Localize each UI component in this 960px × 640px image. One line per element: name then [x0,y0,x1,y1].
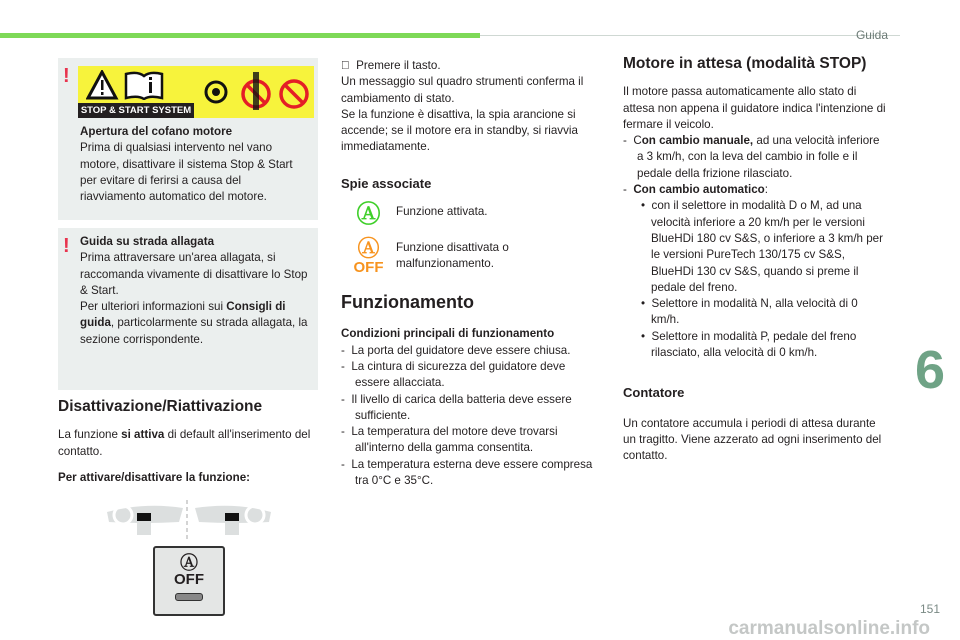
funzionamento-heading: Funzionamento [341,292,474,313]
watermark: carmanualsonline.info [728,618,930,639]
counter-heading: Contatore [623,385,685,401]
header-divider [480,35,900,36]
condition-item: Il livello di carica della batteria deve essere sufficiente. [351,392,572,422]
no-touch-belt-icons [204,70,312,114]
condition-item: La temperatura del motore deve trovarsi all'interno della gamma consentita. [351,425,558,455]
off-indicator-label: OFF [353,259,384,277]
auto-gearbox-label: Con cambio automatico [633,183,765,197]
warning2-text1: Prima attraversare un'area allagata, si raccomanda vivamente di disattivare lo Stop & Start. [80,251,308,297]
warning-box-flooded [58,228,318,390]
disattivazione-heading: Disattivazione/Riattivazione [58,398,263,415]
off-label: OFF [174,571,204,588]
warning1-title: Apertura del cofano motore [80,125,233,138]
section-title: Guida [855,28,888,42]
spia-on-row [341,202,603,228]
spie-heading: Spie associate [341,175,432,191]
warning-box-hood [58,58,318,220]
auto-active-indicator-icon: Ⓐ [356,201,381,229]
spia-on-text: Funzione attivata. [396,205,488,219]
auto-bullet: Selettore in modalità N, alla velocità di 0 km/h. [651,297,858,327]
disatt-text: La funzione [58,428,122,442]
warning1-text: Prima di qualsiasi intervento nel vano motore, disattivare il sistema Stop & Start per evitare di ferirsi a causa del riavviamento automatico del motore. [80,141,293,204]
condition-item: La cintura di sicurezza del guidatore deve essere allacciata. [351,359,566,390]
header-accent-bar [0,33,480,38]
press-button-text: Premere il tasto. [347,59,432,72]
disatt-text2: di default all'inserimento del contatto. [58,428,311,458]
condition-item: La porta del guidatore deve essere chiusa. [351,343,571,357]
stop-start-banner: STOP & START SYSTEM [78,103,194,118]
warning-manual-icon [86,70,166,100]
auto-bullet: con il selettore in modalità D o M, ad una velocità inferiore a 20 km/h per le versioni BlueHDi 180 cv S&S, o inferiore a 3 km/h per le versioni PureTech 130/175 cv S&S, BlueHDi 130 cv S&S, quando si preme il pedale del freno. [651,199,883,294]
page-number: 151 [919,602,940,616]
auto-bullet: Selettore in modalità P, pedale del freno rilasciato, alla velocità di 0 km/h. [651,329,857,360]
warning-icon: ! [63,235,70,257]
conditions-title: Condizioni principali di funzionamento [341,327,555,341]
manual-gearbox-text: ad una velocità inferiore a 3 km/h, con la leva del cambio in folle e il pedale della frizione rilasciato. [637,134,880,180]
condition-item: La temperatura esterna deve essere compresa tra 0°C e 35°C. [351,457,593,488]
stop-mode-heading: Motore in attesa (modalità STOP) [623,55,867,72]
warning2-title: Guida su strada allagata [80,235,215,248]
warning2-text2: Per ulteriori informazioni sui [80,300,227,314]
disatt-bold: si attiva [121,428,165,442]
warning-icon: ! [63,65,70,87]
stop-start-pictogram [78,66,314,118]
manual-gearbox-label: on cambio manuale, [641,134,754,148]
warning2-text3: , particolarmente su strada allagata, la sezione corrispondente. [80,316,308,346]
auto-stop-icon: Ⓐ [180,553,198,573]
manual-prefix: C [633,134,642,148]
arrow-bullet-icon [341,59,350,72]
driving-tips-link[interactable]: Consigli di guida [80,300,286,330]
button-led [175,593,203,601]
auto-off-indicator-icon: Ⓐ OFF [341,238,396,276]
counter-text: Un contatore accumula i periodi di attesa durante un tragitto. Viene azzerato ad ogni inserimento del contatto. [623,416,882,463]
disatt-instruction: Per attivare/disattivare la funzione: [58,470,251,484]
dashboard-illustration [105,500,275,542]
stop-start-off-button[interactable] [153,546,225,616]
spia-off-row [341,238,603,276]
status-message-text: Un messaggio sul quadro strumenti conferma il cambiamento di stato. [341,75,584,105]
disabled-info-text: Se la funzione è disattiva, la spia arancione si accende; se il motore era in standby, si riavvia immediatamente. [341,107,578,154]
chapter-tab: 6 [900,330,960,410]
stop-mode-text: Il motore passa automaticamente allo stato di attesa non appena il guidatore indica l'intenzione di fermare il veicolo. [623,85,886,131]
middle-column: Premere il tasto. Un messaggio sul quadro strumenti conferma il cambiamento di stato. Se la funzione è disattiva, la spia arancione si accende; se il motore era in standby, si riavvia immediatamente. Spie associate Ⓐ Funzione attivata. Ⓐ OFF Funzione disattivata o malfunzionamento. Funzionamento Condizioni principali di funzionamento - La porta del guidatore deve essere chiusa. - La cintura di sicurezza del guidatore deve essere allacciata. - Il livello di carica della batteria deve essere sufficiente. - La temperatura del motore deve trovarsi all'interno della gamma consentita. - La temperatura esterna deve essere compresa tra 0°C e 35°C. [341,58,603,489]
spia-off-text: Funzione disattivata o malfunzionamento. [396,241,509,271]
